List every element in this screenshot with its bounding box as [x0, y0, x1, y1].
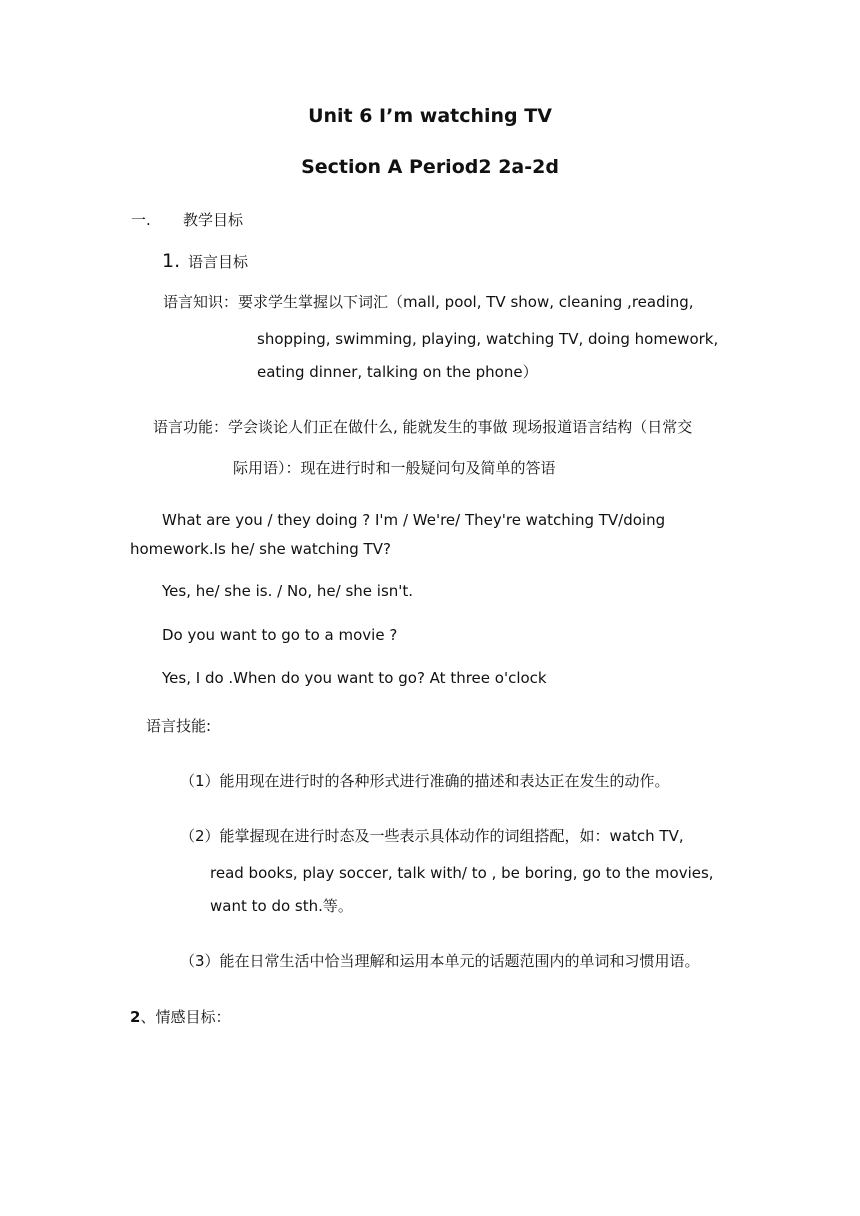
example-1b: homework.Is he/ she watching TV?: [130, 540, 391, 558]
knowledge-line-3: eating dinner, talking on the phone）: [257, 363, 538, 381]
example-3: Do you want to go to a movie ?: [162, 626, 398, 644]
document-title: Unit 6 I’m watching TV: [308, 105, 552, 127]
skill-2c: want to do sth.等。: [210, 897, 353, 915]
example-4: Yes, I do .When do you want to go? At three o'clock: [162, 669, 547, 687]
skill-3: （3）能在日常生活中恰当理解和运用本单元的话题范围内的单词和习惯用语。: [180, 952, 700, 970]
knowledge-line-2: shopping, swimming, playing, watching TV, doing homework,: [257, 330, 719, 348]
skills-heading: 语言技能:: [146, 717, 212, 735]
skill-2a: （2）能掌握现在进行时态及一些表示具体动作的词组搭配，如：watch TV,: [180, 827, 684, 845]
skill-1: （1）能用现在进行时的各种形式进行准确的描述和表达正在发生的动作。: [180, 772, 670, 790]
example-1a: What are you / they doing ? I'm / We're/ They're watching TV/doing: [162, 511, 666, 529]
goal-number: 1.: [162, 250, 181, 272]
function-line-1: 语言功能：学会谈论人们正在做什么, 能就发生的事做 现场报道语言结构（日常交: [153, 418, 693, 436]
document-subtitle: Section A Period2 2a-2d: [301, 156, 559, 178]
section-marker: 一.: [131, 211, 151, 229]
knowledge-line-1: 语言知识：要求学生掌握以下词汇（mall, pool, TV show, cleaning ,reading,: [163, 293, 694, 311]
goal-label: 语言目标: [188, 253, 249, 271]
goal2-heading: [130, 1007, 230, 1027]
example-2: Yes, he/ she is. / No, he/ she isn't.: [162, 582, 414, 600]
goal2-label: 、情感目标：: [140, 1008, 231, 1026]
function-line-2: 际用语）：现在进行时和一般疑问句及简单的答语: [233, 459, 556, 477]
section-heading: 教学目标: [183, 211, 244, 229]
skill-2b: read books, play soccer, talk with/ to , be boring, go to the movies,: [210, 864, 714, 882]
goal2-number: 2: [130, 1008, 141, 1026]
